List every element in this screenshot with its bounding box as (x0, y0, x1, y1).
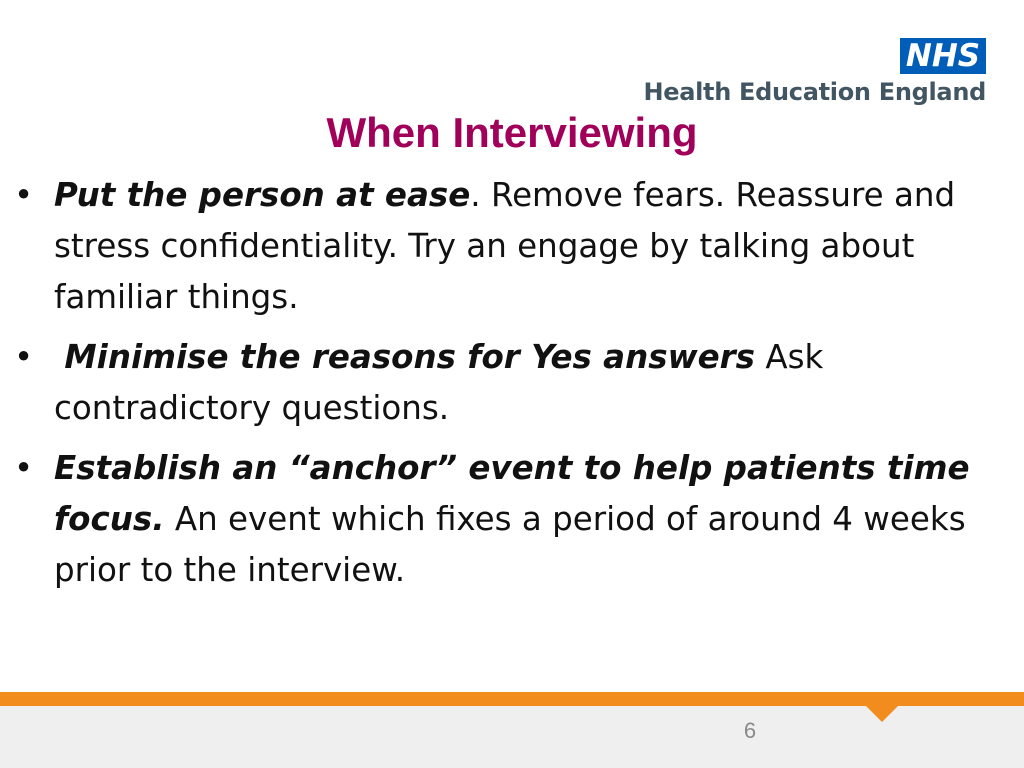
bullet-lead: Put the person at ease (54, 176, 471, 214)
bullet-marker: • (14, 338, 34, 376)
bullet-text: Ask contradictory questions. (54, 338, 824, 427)
bullet-text: . Remove fears. Reassure and stress confidentiality. Try an engage by talking about familiar things. (54, 176, 956, 316)
bullet-item-put-at-ease (14, 170, 974, 323)
page-number: 6 (743, 718, 757, 743)
bullet-item-minimise-yes (14, 332, 974, 434)
bullet-item-anchor-event (14, 443, 974, 596)
bullet-lead: Minimise the reasons for Yes answers (64, 338, 756, 376)
footer-notch (864, 704, 900, 722)
bullet-list (14, 170, 974, 605)
nhs-badge: NHS (900, 38, 986, 74)
bullet-marker: • (14, 449, 34, 487)
organization-name: Health Education England (643, 78, 986, 106)
bullet-text: An event which fixes a period of around 4 weeks prior to the interview. (54, 500, 966, 589)
slide-title: When Interviewing (326, 109, 698, 156)
nhs-hee-logo (626, 38, 986, 113)
bullet-marker: • (14, 176, 34, 214)
bullet-lead: Establish an “anchor” event to help patients time focus. (54, 449, 970, 538)
